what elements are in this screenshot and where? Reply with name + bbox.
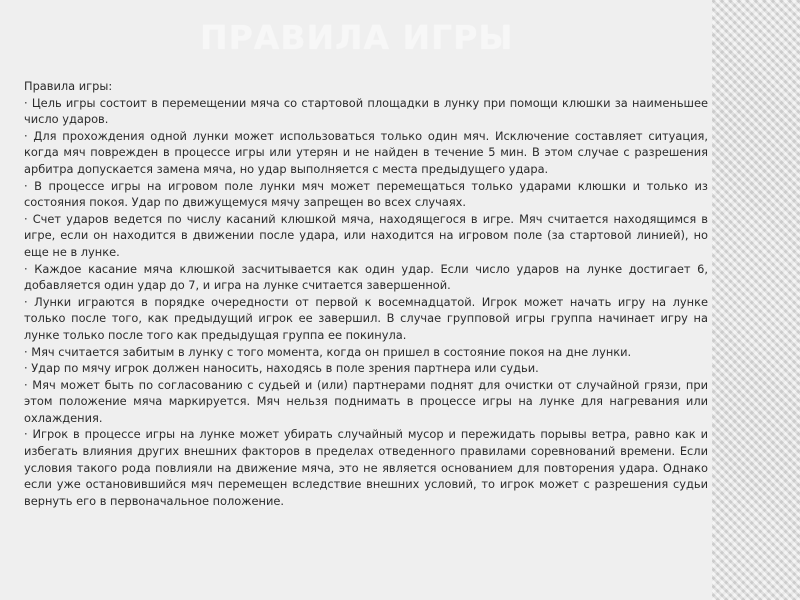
slide-title: ПРАВИЛА ИГРЫ [200, 18, 514, 57]
decorative-side-band [712, 0, 800, 600]
rule-item-9: · Мяч может быть по согласованию с судьей и (или) партнерами поднят для очистки от случайной грязи, при этом положение мяча маркируется. Мяч нельзя поднимать в процессе игры на лунке для нагревания или охлаждения. [24, 377, 708, 425]
rule-item-4: · Счет ударов ведется по числу касаний клюшкой мяча, находящегося в игре. Мяч считается находящимся в игре, если он находится в движении после удара, или находится на игровом поле (за стартовой линией), но еще не в лунке. [24, 211, 708, 259]
rules-content [24, 78, 708, 509]
rule-item-10: · Игрок в процессе игры на лунке может убирать случайный мусор и пережидать порывы ветра, равно как и избегать влияния других внешних факторов в пределах отведенного правилами соревнований времени. Если условия такого рода повлияли на движение мяча, это не является основанием для повторения удара. Однако если уже остановившийся мяч перемещен вследствие внешних условий, то игрок может с разрешения судьи вернуть его в первоначальное положение. [24, 427, 708, 508]
rule-item-8: · Удар по мячу игрок должен наносить, находясь в поле зрения партнера или судьи. [24, 361, 539, 376]
rule-item-5: · Каждое касание мяча клюшкой засчитывается как один удар. Если число ударов на лунке достигает 6, добавляется один удар до 7, и игра на лунке считается завершенной. [24, 261, 708, 293]
rule-item-3: · В процессе игры на игровом поле лунки мяч может перемещаться только ударами клюшки и только из состояния покоя. Удар по движущемуся мячу запрещен во всех случаях. [24, 178, 708, 210]
rule-item-2: · Для прохождения одной лунки может использоваться только один мяч. Исключение составляет ситуация, когда мяч поврежден в процессе игры или утерян и не найден в течение 5 мин. В этом случае с разрешения арбитра допускается замена мяча, но удар выполняется с места предыдущего удара. [24, 128, 708, 176]
rule-item-6: · Лунки играются в порядке очередности от первой к восемнадцатой. Игрок может начать игру на лунке только после того, как предыдущий игрок ее завершил. В случае групповой игры группа начинает игру на лунке только после того как предыдущая группа ее покинула. [24, 294, 708, 342]
rules-heading: Правила игры: [24, 79, 113, 93]
rule-item-1: · Цель игры состоит в перемещении мяча со стартовой площадки в лунку при помощи клюшки за наименьшее число ударов. [24, 95, 708, 127]
rule-item-7: · Мяч считается забитым в лунку с того момента, когда он пришел в состояние покоя на дне лунки. [24, 344, 632, 359]
